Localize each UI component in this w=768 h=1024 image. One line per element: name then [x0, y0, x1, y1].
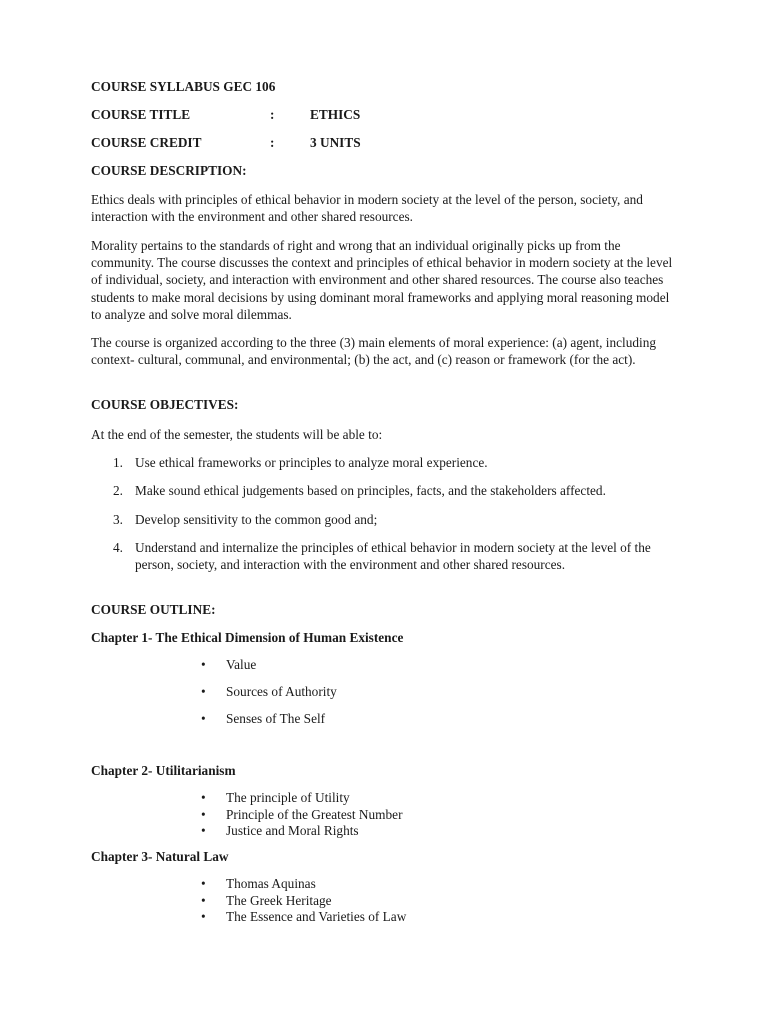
topic-text: Value [226, 657, 257, 672]
objectives-intro: At the end of the semester, the students will be able to: [91, 427, 383, 442]
list-item-number: 2. [113, 483, 123, 498]
topic-text: Senses of The Self [226, 711, 326, 726]
bullet-icon: • [201, 909, 206, 924]
list-item-text: Make sound ethical judgements based on principles, facts, and the stakeholders affected. [135, 483, 606, 498]
list-item [201, 657, 337, 684]
course-credit-colon: : [270, 135, 275, 150]
bullet-icon: • [201, 892, 206, 908]
topic-text: Justice and Moral Rights [226, 823, 359, 838]
list-item [91, 482, 691, 499]
topic-text: Principle of the Greatest Number [226, 806, 403, 822]
description-paragraph-3: The course is organized according to the three (3) main elements of moral experience: (a) agent, including context- cultural, communal, and environmental; (b) the act, and (c) reason or framework (for the act). [91, 335, 657, 368]
chapter-1-topics [201, 657, 337, 738]
list-item-number: 3. [113, 512, 123, 527]
course-title-colon: : [270, 107, 275, 122]
topic-text: The principle of Utility [226, 790, 350, 805]
list-item-number: 4. [113, 540, 123, 555]
bullet-icon: • [201, 684, 206, 699]
course-outline-heading: COURSE OUTLINE: [91, 602, 216, 617]
list-item [201, 711, 337, 738]
topic-text: The Greek Heritage [226, 892, 332, 908]
objectives-list-4 [91, 539, 691, 574]
list-item-text: Develop sensitivity to the common good and; [135, 512, 378, 527]
description-paragraph-1: Ethics deals with principles of ethical behavior in modern society at the level of the person, society, and interaction with the environment and other shared resources. [91, 192, 643, 225]
course-objectives-heading: COURSE OBJECTIVES: [91, 397, 239, 412]
objectives-list-3 [91, 511, 691, 528]
list-item [91, 539, 691, 574]
list-item [201, 790, 403, 807]
list-item [201, 909, 406, 926]
list-item-text: Understand and internalize the principles of ethical behavior in modern society at the level of the person, society, and interaction with the environment and other shared resources. [135, 540, 651, 573]
list-item [201, 684, 337, 711]
course-title-value: ETHICS [310, 107, 361, 122]
topic-text: The Essence and Varieties of Law [226, 909, 407, 924]
course-title-label: COURSE TITLE [91, 107, 191, 122]
list-item-text: Use ethical frameworks or principles to analyze moral experience. [135, 455, 488, 470]
bullet-icon: • [201, 876, 206, 891]
chapter-1-title: Chapter 1- The Ethical Dimension of Human Existence [91, 630, 404, 645]
list-item-number: 1. [113, 455, 123, 470]
list-item [201, 876, 406, 893]
bullet-icon: • [201, 711, 206, 726]
chapter-2-title: Chapter 2- Utilitarianism [91, 763, 236, 778]
bullet-icon: • [201, 657, 206, 672]
list-item [91, 511, 691, 528]
list-item [201, 823, 403, 840]
objectives-list-2 [91, 482, 691, 499]
list-item [201, 893, 406, 910]
course-credit-label: COURSE CREDIT [91, 135, 202, 150]
bullet-icon: • [201, 806, 206, 822]
description-paragraph-2: Morality pertains to the standards of right and wrong that an individual originally picks up from the community. The course discusses the context and principles of ethical behavior in modern society at the level of individual, society, and interaction with environment and other shared resources. The course also teaches students to make moral decisions by using dominant moral frameworks and applying moral reasoning model to analyze and solve moral dilemmas. [91, 238, 673, 322]
bullet-icon: • [201, 823, 206, 838]
chapter-2-topics [201, 790, 403, 840]
bullet-icon: • [201, 790, 206, 805]
course-credit-value: 3 UNITS [310, 135, 361, 150]
chapter-3-title: Chapter 3- Natural Law [91, 849, 229, 864]
topic-text: Sources of Authority [226, 684, 337, 699]
objectives-list-1 [91, 454, 691, 471]
list-item [201, 807, 403, 824]
chapter-3-topics [201, 876, 406, 926]
syllabus-heading: COURSE SYLLABUS GEC 106 [91, 79, 276, 94]
course-description-heading: COURSE DESCRIPTION: [91, 163, 247, 178]
list-item [91, 454, 691, 471]
topic-text: Thomas Aquinas [226, 876, 316, 891]
